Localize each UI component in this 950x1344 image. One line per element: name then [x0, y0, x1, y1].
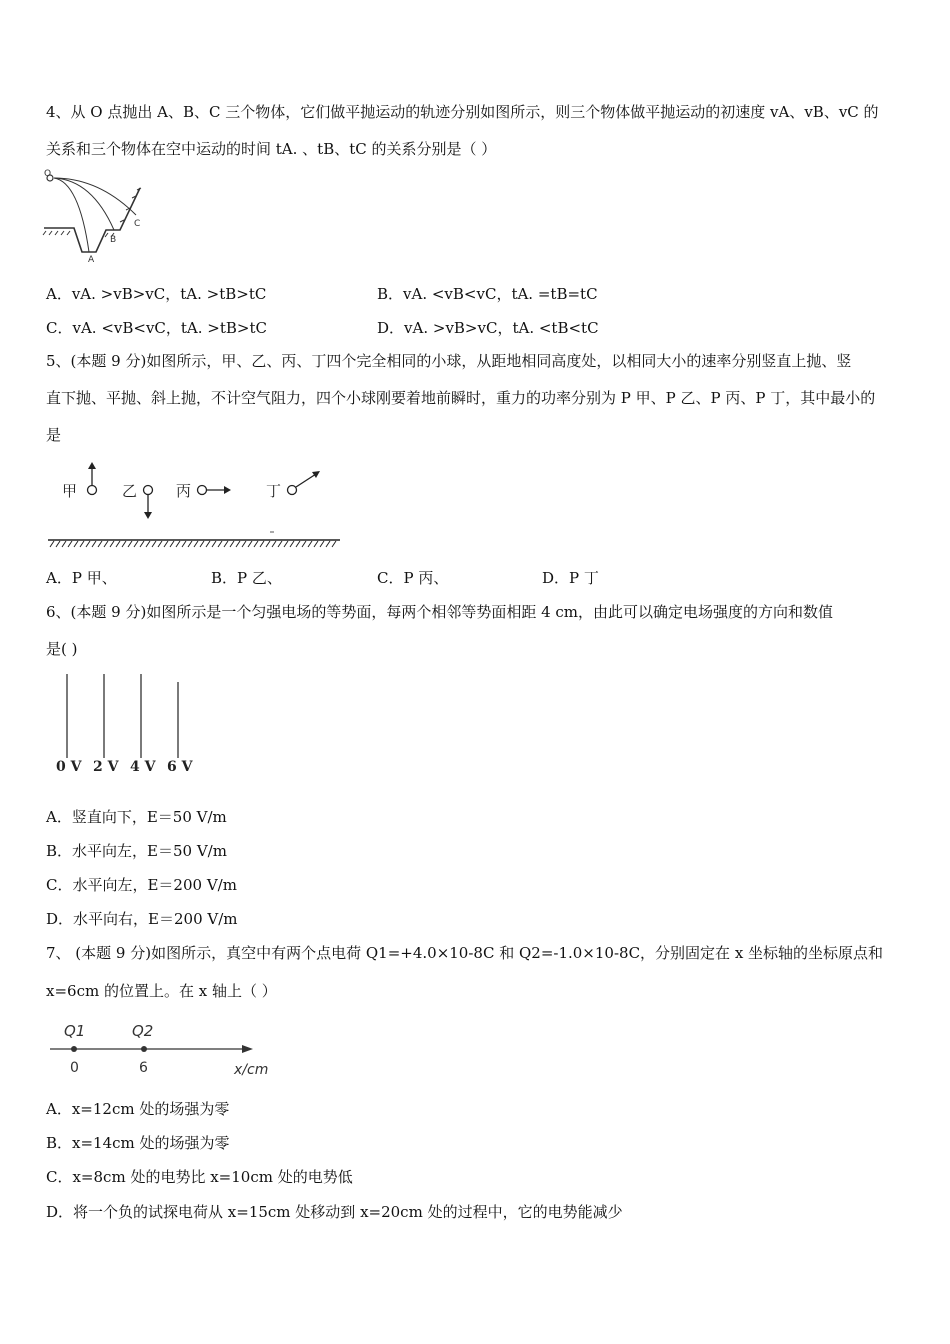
- q4-option-c[interactable]: C．vA. <vB<vC，tA. >tB>tC: [46, 319, 267, 337]
- q5-label-jia: 甲: [62, 482, 78, 500]
- q4-option-d[interactable]: D．vA. >vB>vC，tA. <tB<tC: [377, 319, 599, 337]
- q7-tick-6: 6: [139, 1060, 148, 1076]
- q6-label-0v: 0 V: [56, 759, 82, 775]
- q6-label-4v: 4 V: [130, 759, 156, 775]
- q7-stem-line1: 7、 (本题 9 分)如图所示，真空中有两个点电荷 Q1=+4.0×10-8C 和 Q2=-1.0×10-8C，分别固定在 x 坐标轴的坐标原点和: [46, 944, 884, 962]
- q5-stem-line2: 直下抛、平抛、斜上抛，不计空气阻力，四个小球刚要着地前瞬时，重力的功率分别为 P 甲、P 乙、P 丙、P 丁，其中最小的: [46, 389, 876, 407]
- q5-figure-balls: [46, 460, 346, 552]
- q5-stem-line3: 是: [46, 426, 62, 444]
- q7-axis-label: x/cm: [234, 1062, 269, 1078]
- q6-option-a[interactable]: A．竖直向下，E＝50 V/m: [46, 808, 227, 826]
- q4-label-c: C: [134, 219, 141, 229]
- q6-label-6v: 6 V: [167, 759, 193, 775]
- q5-option-d[interactable]: D．P 丁: [542, 569, 599, 587]
- q6-option-d[interactable]: D．水平向右，E＝200 V/m: [46, 910, 238, 928]
- q7-option-b[interactable]: B．x=14cm 处的场强为零: [46, 1134, 230, 1152]
- q6-figure-equipotential: [54, 672, 204, 778]
- q7-figure-axis: [48, 1018, 278, 1080]
- q7-tick-0: 0: [70, 1060, 79, 1076]
- q6-label-2v: 2 V: [93, 759, 119, 775]
- q7-label-q1: Q1: [64, 1022, 86, 1040]
- q6-stem-line1: 6、(本题 9 分)如图所示是一个匀强电场的等势面，每两个相邻等势面相距 4 cm，由此可以确定电场强度的方向和数值: [46, 603, 834, 621]
- q4-label-a: A: [88, 255, 95, 265]
- q4-figure-trajectories: [44, 170, 154, 265]
- q7-label-q2: Q2: [132, 1022, 154, 1040]
- q6-stem-line2: 是( ): [46, 640, 78, 658]
- q7-option-c[interactable]: C．x=8cm 处的电势比 x=10cm 处的电势低: [46, 1168, 353, 1186]
- q5-label-ding: 丁: [266, 482, 282, 500]
- q6-option-c[interactable]: C．水平向左，E＝200 V/m: [46, 876, 237, 894]
- q5-stem-line1: 5、(本题 9 分)如图所示，甲、乙、丙、丁四个完全相同的小球，从距地相同高度处，以相同大小的速率分别竖直上抛、竖: [46, 352, 852, 370]
- q4-option-a[interactable]: A．vA. >vB>vC，tA. >tB>tC: [46, 285, 267, 303]
- q6-option-b[interactable]: B．水平向左，E＝50 V/m: [46, 842, 227, 860]
- q5-label-bing: 丙: [176, 482, 192, 500]
- q5-label-yi: 乙: [122, 482, 138, 500]
- q7-option-d[interactable]: D．将一个负的试探电荷从 x=15cm 处移动到 x=20cm 处的过程中，它的电势能减少: [46, 1203, 623, 1221]
- q5-option-c[interactable]: C．P 丙、: [377, 569, 449, 587]
- q4-stem-line2: 关系和三个物体在空中运动的时间 tA. 、tB、tC 的关系分别是（ ）: [46, 140, 497, 158]
- q5-option-b[interactable]: B．P 乙、: [211, 569, 282, 587]
- q7-option-a[interactable]: A．x=12cm 处的场强为零: [46, 1100, 230, 1118]
- q5-option-a[interactable]: A．P 甲、: [46, 569, 117, 587]
- q4-label-o: O: [44, 169, 52, 179]
- q4-option-b[interactable]: B．vA. <vB<vC，tA. =tB=tC: [377, 285, 598, 303]
- q4-stem-line1: 4、从 O 点抛出 A、B、C 三个物体，它们做平抛运动的轨迹分别如图所示，则三个物体做平抛运动的初速度 vA、vB、vC 的: [46, 103, 879, 121]
- q4-label-b: B: [110, 235, 117, 245]
- q7-stem-line2: x=6cm 的位置上。在 x 轴上（ ）: [46, 982, 277, 1000]
